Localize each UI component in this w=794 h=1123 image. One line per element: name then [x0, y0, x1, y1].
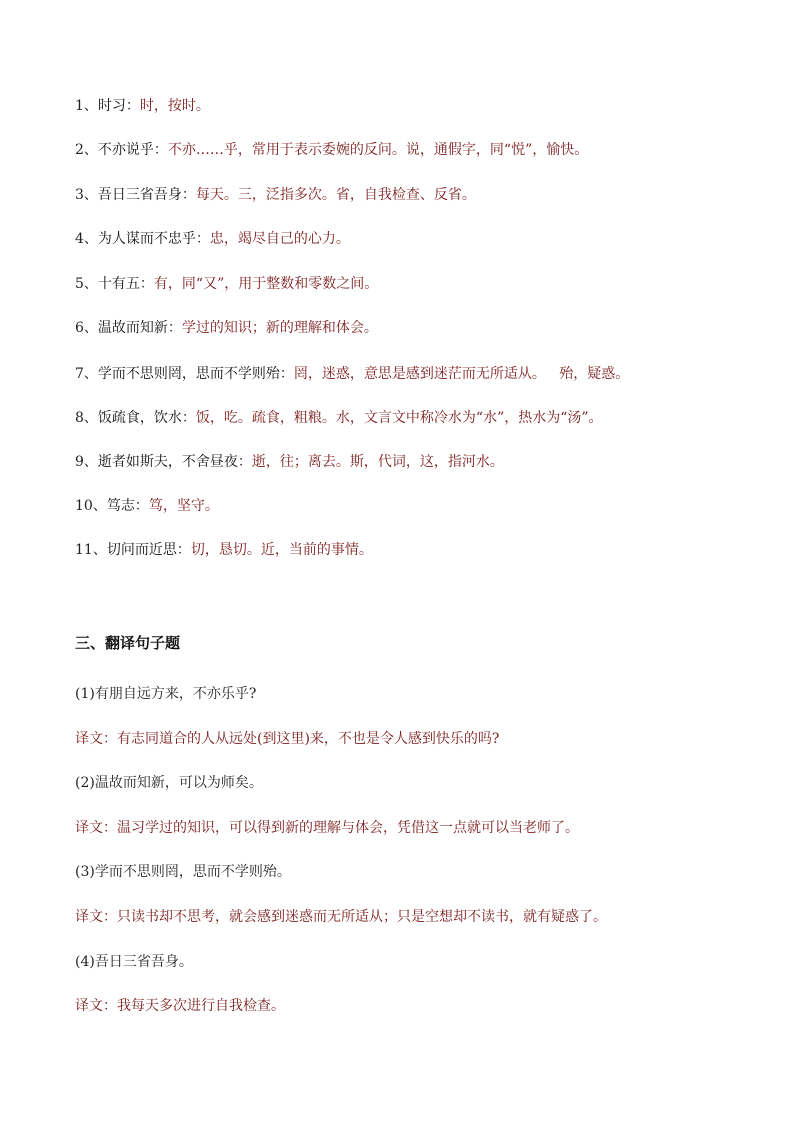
vocab-separator: ：	[134, 498, 149, 514]
vocab-separator: ：	[139, 276, 154, 292]
source-sentence: (4)吾日三省吾身。	[75, 954, 193, 970]
vocab-number: 10、	[75, 498, 107, 514]
vocab-item	[75, 408, 603, 428]
vocab-number: 8、	[75, 410, 98, 426]
vocab-item	[75, 185, 476, 205]
vocab-number: 3、	[75, 187, 98, 203]
vocab-item	[75, 452, 504, 472]
vocab-item	[75, 229, 350, 249]
vocab-term: 不亦说乎	[97, 142, 154, 158]
vocab-term: 笃志	[106, 498, 135, 514]
vocab-item	[75, 496, 219, 516]
section-heading: 三、翻译句子题	[75, 634, 181, 652]
vocab-term: 十有五	[97, 276, 140, 292]
vocab-term: 为人谋而不忠乎	[97, 231, 196, 247]
vocab-item	[75, 364, 629, 384]
vocab-term: 时习	[97, 98, 126, 114]
vocab-separator: ：	[181, 187, 196, 203]
vocab-term: 切问而近思	[106, 542, 177, 558]
vocab-separator: ：	[125, 98, 140, 114]
vocab-separator: ：	[153, 142, 168, 158]
vocab-number: 5、	[75, 276, 98, 292]
vocab-explanation: 笃，坚守。	[148, 498, 219, 514]
vocab-explanation: 学过的知识；新的理解和体会。	[181, 320, 378, 336]
vocab-item	[75, 318, 378, 338]
vocab-number: 4、	[75, 231, 98, 247]
vocab-term: 逝者如斯夫，不舍昼夜	[97, 454, 238, 470]
vocab-term: 吾日三省吾身	[97, 187, 182, 203]
translation-text: 译文：只读书却不思考，就会感到迷惑而无所适从；只是空想却不读书，就有疑惑了。	[75, 909, 607, 925]
vocab-separator: ：	[167, 320, 182, 336]
vocab-term: 饭疏食，饮水	[97, 410, 182, 426]
vocab-explanation: 时，按时。	[139, 98, 210, 114]
vocab-number: 9、	[75, 454, 98, 470]
vocab-number: 11、	[75, 542, 107, 558]
vocab-explanation: 饭，吃。疏食，粗粮。水，文言文中称冷水为“水”，热水为“汤”。	[195, 410, 603, 426]
translation-text: 译文：有志同道合的人从远处(到这里)来，不也是令人感到快乐的吗?	[75, 731, 500, 747]
vocab-item	[75, 140, 588, 160]
source-sentence: (3)学而不思则罔，思而不学则殆。	[75, 864, 291, 880]
translation-text: 译文：温习学过的知识，可以得到新的理解与体会，凭借这一点就可以当老师了。	[75, 820, 579, 836]
vocab-number: 6、	[75, 320, 98, 336]
vocab-separator: ：	[176, 542, 191, 558]
vocab-item	[75, 540, 373, 560]
vocab-separator: ：	[237, 454, 252, 470]
vocab-explanation: 罔，迷惑，意思是感到迷茫而无所适从。 殆，疑惑。	[293, 366, 630, 382]
vocab-number: 1、	[75, 98, 98, 114]
vocab-separator: ：	[195, 231, 210, 247]
vocab-explanation: 不亦……乎，常用于表示委婉的反问。说，通假字，同“悦”，愉快。	[167, 142, 589, 158]
vocab-number: 2、	[75, 142, 98, 158]
vocab-number: 7、	[75, 366, 98, 382]
translation-text: 译文：我每天多次进行自我检查。	[75, 998, 285, 1014]
vocab-term: 学而不思则罔，思而不学则殆	[97, 366, 280, 382]
vocab-item	[75, 96, 210, 116]
source-sentence: (2)温故而知新，可以为师矣。	[75, 775, 263, 791]
vocab-explanation: 逝，往；离去。斯，代词，这，指河水。	[251, 454, 504, 470]
vocab-separator: ：	[181, 410, 196, 426]
vocab-explanation: 有，同“又”，用于整数和零数之间。	[153, 276, 379, 292]
vocab-explanation: 切，恳切。近，当前的事情。	[190, 542, 373, 558]
vocab-term: 温故而知新	[97, 320, 168, 336]
vocab-explanation: 忠，竭尽自己的心力。	[209, 231, 350, 247]
vocab-item	[75, 274, 378, 294]
source-sentence: (1)有朋自远方来，不亦乐乎?	[75, 686, 257, 702]
vocab-explanation: 每天。三，泛指多次。省，自我检查、反省。	[195, 187, 476, 203]
vocab-separator: ：	[279, 366, 294, 382]
